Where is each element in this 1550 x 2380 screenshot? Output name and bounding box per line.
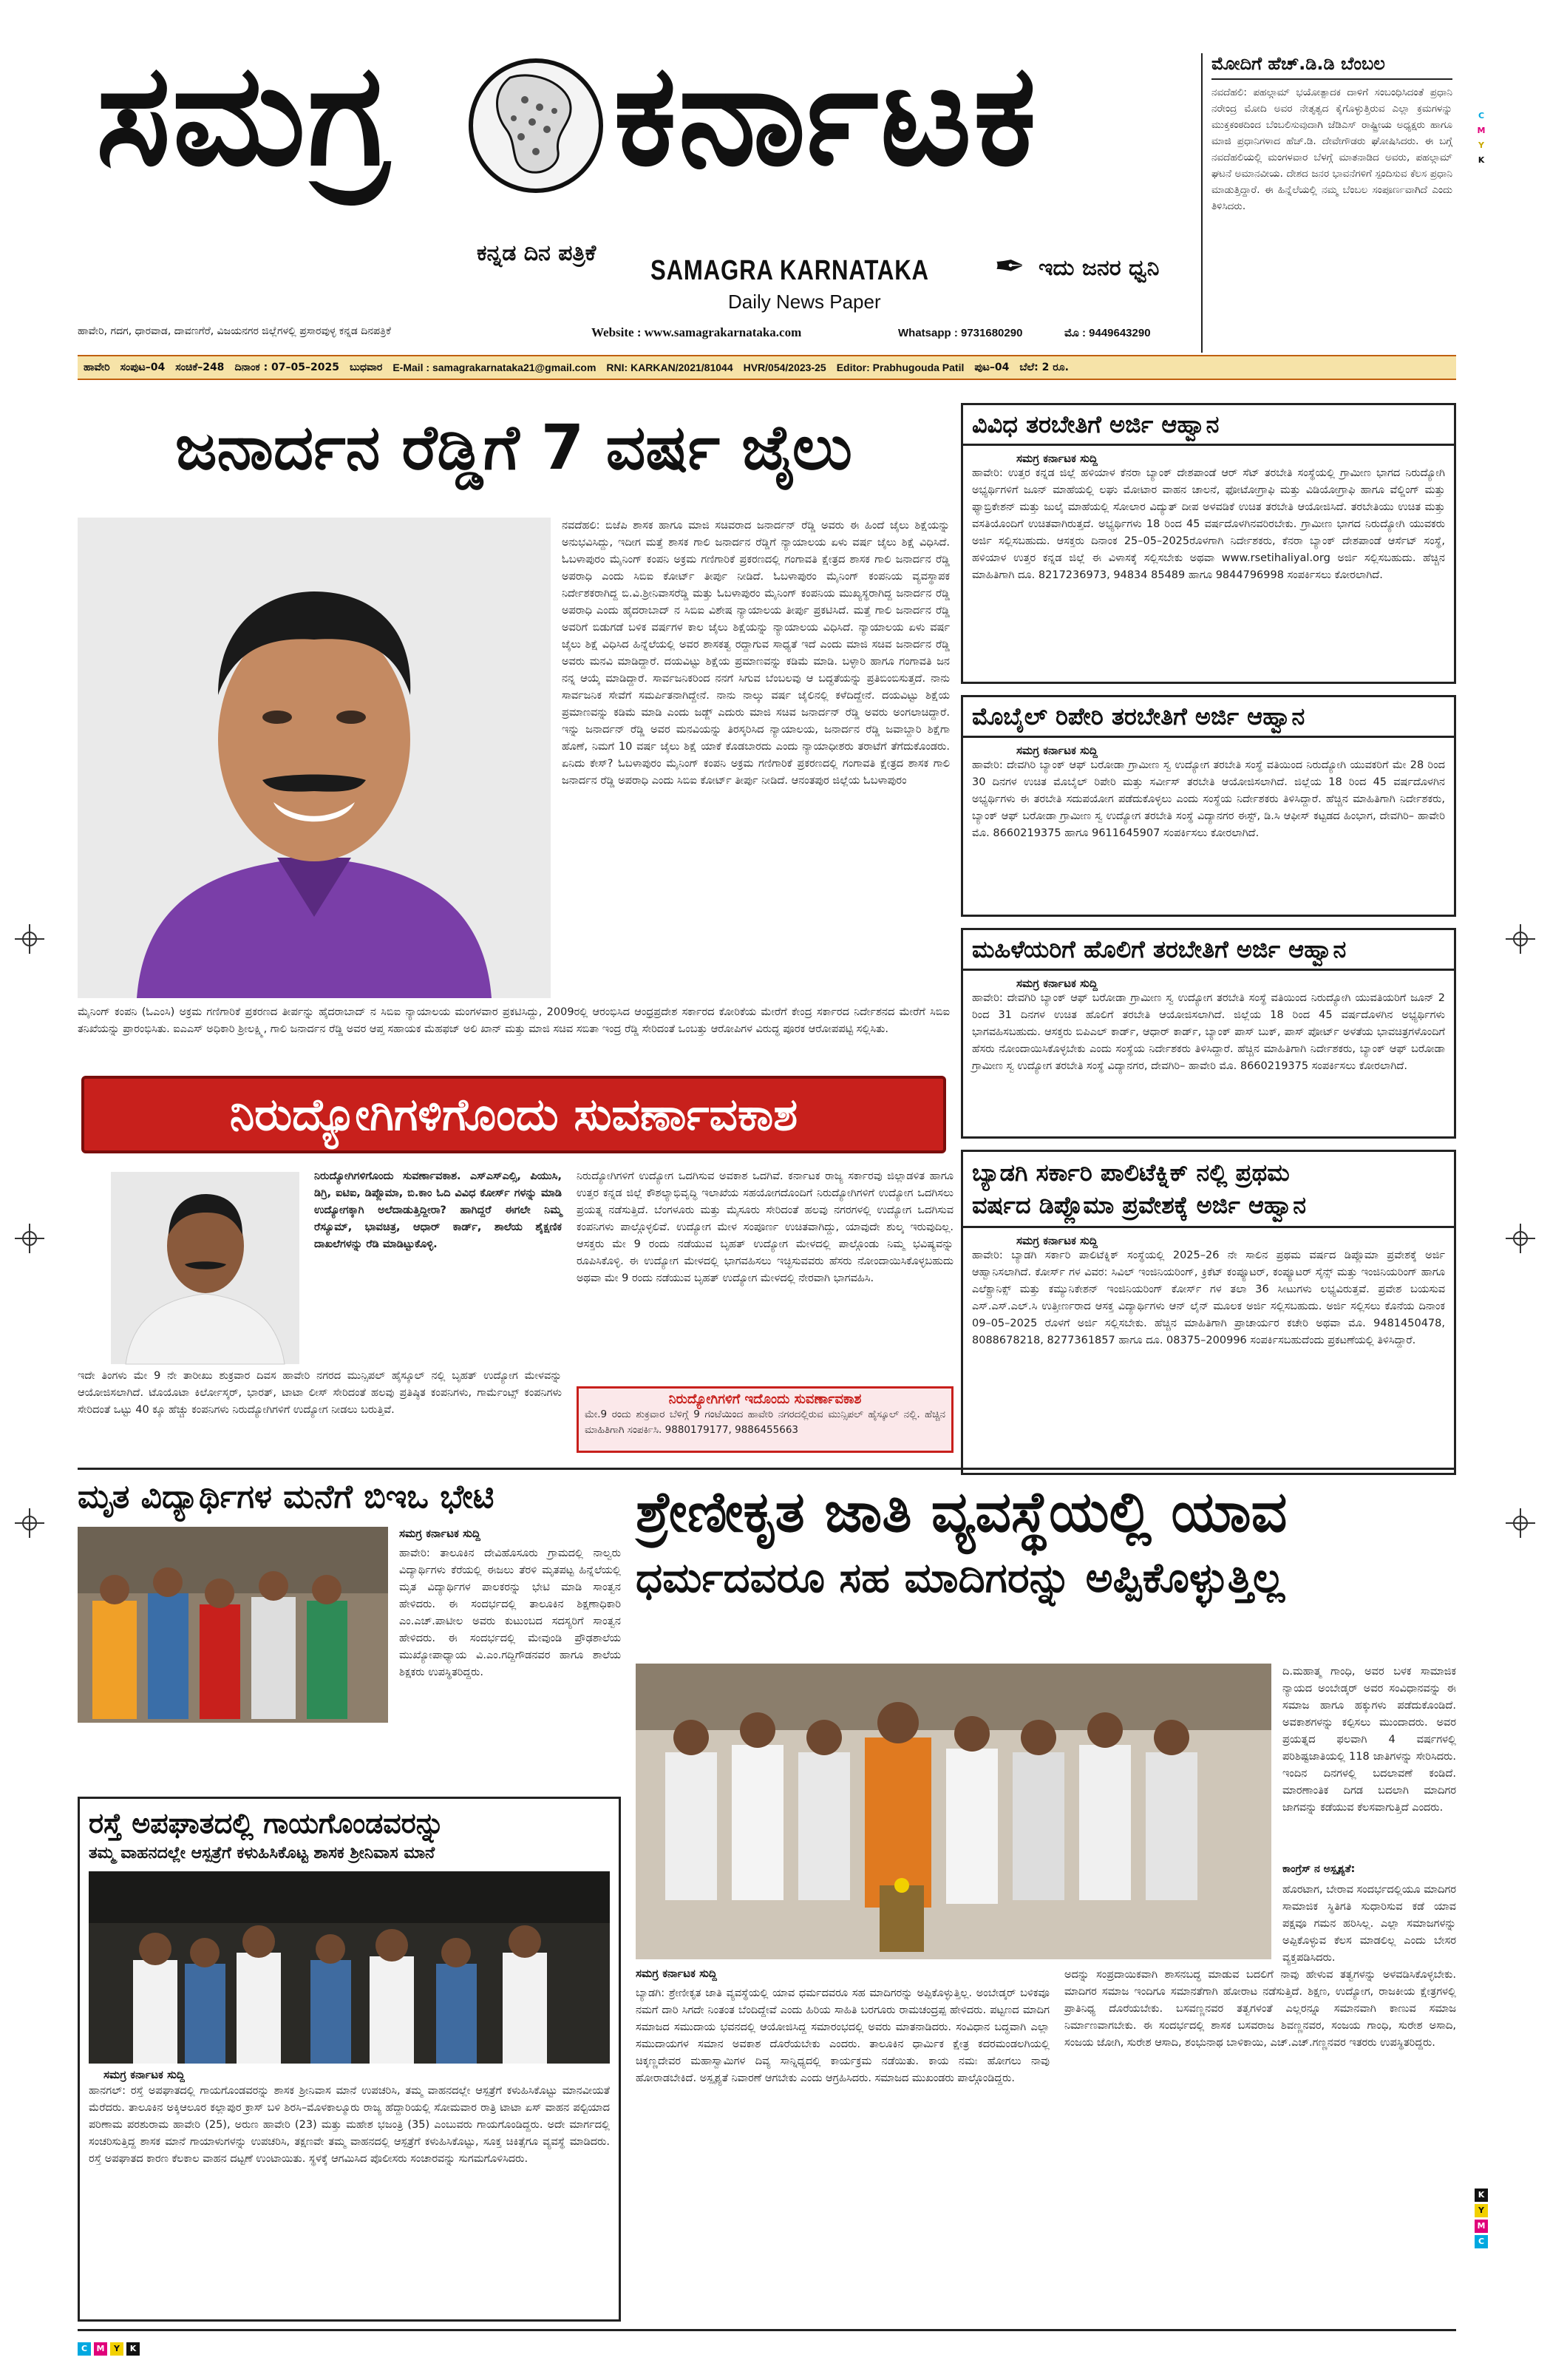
divider-bottom — [78, 2329, 1456, 2331]
dateline-editor: Editor: Prabhugouda Patil — [836, 362, 965, 373]
accident-headline-2: ತಮ್ಮ ವಾಹನದಲ್ಲೇ ಆಸ್ಪತ್ರೆಗೆ ಕಳುಹಿಸಿಕೊಟ್ಟ ಶಾಸಕ ಶ್ರೀನಿವಾಸ ಮಾನೆ — [89, 1844, 435, 1862]
jobs-body-left: ಇದೇ ತಿಂಗಳು ಮೇ 9 ನೇ ತಾರೀಖು ಶುಕ್ರವಾರ ದಿವಸ ಹಾವೇರಿ ನಗರದ ಮುನ್ಸಿಪಲ್ ಹೈಸ್ಕೂಲ್ ನಲ್ಲಿ ಬೃಹತ್ ಉದ್ಯೋಗ ಮೇಳವನ್ನು ಆಯೋಜಿಸಲಾಗಿದೆ. ಟೊಯೊಟಾ ಕಿರ್ಲೋಸ್ಕರ್, ಭಾರತ್, ಟಾಟಾ ಲೀಸ್ ಸೇರಿದಂತೆ ಹಲವು ಪ್ರತಿಷ್ಠಿತ ಕಂಪನಿಗಳು, ಗಾರ್ಮೆಂಟ್ಸ್ ಕಂಪನಿಗಳು ಸೇರಿದಂತೆ ಒಟ್ಟು 40 ಕ್ಕೂ ಹೆಚ್ಚು ಕಂಪನಿಗಳು ನಿರುದ್ಯೋಗಿಗಳಿಗೆ ಉದ್ಯೋಗ ನೀಡಲು ಬರುತ್ತಿವೆ. — [78, 1370, 562, 1416]
cmyk-k: K — [1478, 155, 1485, 165]
accident-article — [78, 1797, 621, 2322]
caste-side2-head: ಕಾಂಗ್ರೆಸ್ ನ ಅಸ್ಪೃಶ್ಯತೆ: — [1282, 1863, 1356, 1875]
dateline-strip — [78, 355, 1456, 380]
dateline-price: ಬೆಲೆ: 2 ರೂ. — [1019, 362, 1069, 373]
notice-3-byline: ಸಮಗ್ರ ಕರ್ನಾಟಕ ಸುದ್ದಿ — [1016, 977, 1098, 990]
cmyk-c: C — [1478, 111, 1485, 121]
notice-4-title-line1: ಬ್ಯಾಡಗಿ ಸರ್ಕಾರಿ ಪಾಲಿಟೆಕ್ನಿಕ್ ನಲ್ಲಿ ಪ್ರಥಮ — [972, 1159, 1290, 1187]
dateline-hvr: HVR/054/2023-25 — [743, 362, 826, 373]
crop-mark-icon — [15, 1224, 44, 1253]
jobs-body-right: ನಿರುದ್ಯೋಗಿಗಳಿಗೆ ಉದ್ಯೋಗ ಒದಗಿಸುವ ಅವಕಾಶ ಒದಗಿವೆ. ಕರ್ನಾಟಕ ರಾಜ್ಯ ಸರ್ಕಾರವು ಜಿಲ್ಲಾಡಳಿತ ಹಾಗೂ ಉತ್ತರ ಕನ್ನಡ ಜಿಲ್ಲೆ ಕೌಶಲ್ಯಾಭಿವೃದ್ಧಿ ಇಲಾಖೆಯ ಸಹಯೋಗದೊಂದಿಗೆ ನಿರುದ್ಯೋಗಿಗಳಿಗೆ ಉದ್ಯೋಗ ಒದಗಿಸಲು ಪ್ರಯತ್ನ ನಡೆಸುತ್ತಿದೆ. ಬೆಂಗಳೂರು ಮತ್ತು ಮೈಸೂರು ಸೇರಿದಂತೆ ಹಲವು ನಗರಗಳಲ್ಲಿ ಉದ್ಯೋಗ ಒದಗಿಸುವ ಕಂಪನಿಗಳು ಪಾಲ್ಗೊಳ್ಳಲಿವೆ. ಉದ್ಯೋಗ ಮೇಳ ಸಂಪೂರ್ಣ ಉಚಿತವಾಗಿದ್ದು, ಯಾವುದೇ ಶುಲ್ಕ ಇರುವುದಿಲ್ಲ. ಆಸಕ್ತರು ಮೇ 9 ರಂದು ನಡೆಯುವ ಬೃಹತ್ ಉದ್ಯೋಗ ಮೇಳದಲ್ಲಿ ಪಾಲ್ಗೊಂಡು ನಿಮ್ಮ ಭವಿಷ್ಯವನ್ನು ರೂಪಿಸಿಕೊಳ್ಳಿ. ಈ ಉದ್ಯೋಗ ಮೇಳದಲ್ಲಿ ಭಾಗವಹಿಸಲು ಇಚ್ಛಿಸುವವರು ಹೆಸರು ನೋಂದಾಯಿಸಿಕೊಳ್ಳಬಹುದು ಅಥವಾ ಮೇ 9 ರಂದು ನಡೆಯುವ ಬೃಹತ್ ಉದ್ಯೋಗ ಮೇಳದಲ್ಲಿ ನೇರವಾಗಿ ಭಾಗವಹಿಸಿ. — [577, 1170, 954, 1284]
caste-headline-2: ಧರ್ಮದವರೂ ಸಹ ಮಾದಿಗರನ್ನು ಅಪ್ಪಿಕೊಳ್ಳುತ್ತಿಲ್ಲ — [636, 1554, 1285, 1602]
notice-1-body: ಹಾವೇರಿ: ಉತ್ತರ ಕನ್ನಡ ಜಿಲ್ಲೆ ಹಳಿಯಾಳ ಕೆನರಾ ಬ್ಯಾಂಕ್ ದೇಶಪಾಂಡೆ ಆರ್ ಸೆಟ್ ತರಬೇತಿ ಸಂಸ್ಥೆಯಲ್ಲಿ ಗ್ರಾಮೀಣ ಭಾಗದ ನಿರುದ್ಯೋಗಿ ಅಭ್ಯರ್ಥಿಗಳಿಗೆ ಜೂನ್ ಮಾಹೆಯಲ್ಲಿ ಲಘು ಮೋಟಾರ ವಾಹನ ಚಾಲನೆ, ಫೋಟೋಗ್ರಾಫಿ ಮತ್ತು ವಿಡಿಯೋಗ್ರಾಫಿ ಹಾಗೂ ವೆಲ್ಡಿಂಗ್ ಮತ್ತು ಫ್ಯಾಬ್ರಿಕೇಶನ್ ಮತ್ತು ಜುಲೈ ಮಾಹೆಯಲ್ಲಿ ಸೋಲಾರ ವಿದ್ಯುತ್ ದೀಪ ಅಳವಡಿಕೆ ಉಚಿತ ತರಬೇತಿ ಆಯೋಜಿಸಿದೆ. ತರಬೇತಿಯು ಉಚಿತ ಮತ್ತು ವಸತಿಯೊಂದಿಗೆ ಉಚಿತವಾಗಿರುತ್ತದೆ. ಅಭ್ಯರ್ಥಿಗಳು 18 ರಿಂದ 45 ವರ್ಷದೊಳಗಿನವರಿರಬೇಕು. ಗ್ರಾಮೀಣ ಭಾಗದ ನಿರುದ್ಯೋಗಿ ಯುವಕರು ಅರ್ಜಿ ಸಲ್ಲಿಸಬಹುದು. ಆಸಕ್ತರು ದಿನಾಂಕ 25–05–2025ರೊಳಗಾಗಿ ನಿರ್ದೇಶಕರು, ಕೆನರಾ ಬ್ಯಾಂಕ್ ದೇಶಪಾಂಡೆ ಆರ್ಸೆಟ್ ಸಂಸ್ಥೆ, ಹಳಿಯಾಳ ಉತ್ತರ ಕನ್ನಡ ಜಿಲ್ಲೆ ಈ ವಿಳಾಸಕ್ಕೆ ಸಲ್ಲಿಸಬೇಕು ಅಥವಾ www.rsetihaliyal.org ಅರ್ಜಿ ಸಲ್ಲಿಸಬಹುದು. ಹೆಚ್ಚಿನ ಮಾಹಿತಿಗಾಗಿ ದೂ. 8217236973, 94834 85489 ಹಾಗೂ 9844796998 ಸಂಪರ್ಕಿಸಲು ಕೋರಲಾಗಿದೆ. — [972, 467, 1445, 581]
crop-mark-icon — [15, 1508, 44, 1538]
dateline-email: E-Mail : samagrakarnataka21@gmail.com — [392, 362, 596, 373]
notice-4-byline: ಸಮಗ್ರ ಕರ್ನಾಟಕ ಸುದ್ದಿ — [1016, 1234, 1098, 1247]
ear-article — [1201, 53, 1452, 353]
caste-side2: ಹೊರಟಾಗ, ಬೇರಾವ ಸಂದರ್ಭದಲ್ಲಿಯೂ ಮಾದಿಗರ ಸಾಮಾಜಿಕ ಸ್ಥಿತಿಗತಿ ಸುಧಾರಿಸುವ ಕಡೆ ಯಾವ ಪಕ್ಷವೂ ಗಮನ ಹರಿಸಿಲ್ಲ. ಎಲ್ಲಾ ಸಮಾಜಗಳನ್ನು ಅಪ್ಪಿಕೊಳ್ಳುವ ಕೆಲಸ ಮಾಡಲಿಲ್ಲ ಎಂದು ಬೇಸರ ವ್ಯಕ್ತಪಡಿಸಿದರು. — [1282, 1884, 1457, 1964]
masthead-slogan: ಇದು ಜನರ ಧ್ವನಿ — [1039, 255, 1160, 281]
sidebar-notice-4 — [961, 1150, 1456, 1475]
caste-col1: ಬ್ಯಾಡಗಿ: ಶ್ರೇಣೀಕೃತ ಜಾತಿ ವ್ಯವಸ್ಥೆಯಲ್ಲಿ ಯಾವ ಧರ್ಮದವರೂ ಸಹ ಮಾದಿಗರನ್ನು ಅಪ್ಪಿಕೊಳ್ಳುತ್ತಿಲ್ಲ. ಅಂಬೇಡ್ಕರ್ ಬಳಿಕವೂ ನಮಗೆ ದಾರಿ ಸಿಗದೇ ನಿಂತಂತ ಬೆಂದಿದ್ದೇವೆ ಎಂದು ಹಿರಿಯ ಸಾಹಿತಿ ಬರಗೂರು ರಾಮಚಂದ್ರಪ್ಪ ಹೇಳಿದರು. ಪಟ್ಟಣದ ಮಾದಿಗ ಸಮಾಜದ ಸಮುದಾಯ ಭವನದಲ್ಲಿ ಆಯೋಜಿಸಿದ್ದ ಸಮಾರಂಭದಲ್ಲಿ ಅವರು ಮಾತನಾಡಿದರು. ಸಂವಿಧಾನ ಬದ್ಧವಾಗಿ ಎಲ್ಲಾ ಸಮುದಾಯಗಳ ಸಮಾನ ಅವಕಾಶ ದೊರೆಯಬೇಕು ಎಂದರು. ತಾಲೂಕಿನ ಧಾರ್ಮಿಕ ಕ್ಷೇತ್ರ ಕದರಮಂಡಲಗಿಯಲ್ಲಿ ಚಿಕ್ಕಣ್ಣದೇವರ ಮಹಾಸ್ವಾಮಿಗಳ ದಿವ್ಯ ಸಾನ್ನಿಧ್ಯದಲ್ಲಿ ಕಾರ್ಯಕ್ರಮ ನಡೆಯಿತು. ಕಾಯ ನಮಃ ಹೋಗಲು ನಾವು ಹೋರಾಡಬೇಕಿದೆ. ಅಸ್ಪೃಶ್ಯತೆ ನಿವಾರಣೆ ಆಗಬೇಕು ಎಂದು ಆಗ್ರಹಿಸಿದರು. ಸಮಾಜದ ಮುಖಂಡರು ಪಾಲ್ಗೊಂಡಿದ್ದರು. — [636, 1987, 1050, 2084]
cmyk-y: Y — [1478, 140, 1484, 150]
jobs-banner-text: ನಿರುದ್ಯೋಗಿಗಳಿಗೊಂದು ಸುವರ್ಣಾವಕಾಶ — [229, 1088, 798, 1141]
notice-1-byline: ಸಮಗ್ರ ಕರ್ನಾಟಕ ಸುದ್ದಿ — [1016, 452, 1098, 465]
ear-headline: ಮೋದಿಗೆ ಹೆಚ್.ಡಿ.ಡಿ ಬೆಂಬಲ — [1211, 53, 1452, 80]
sidebar-notice-3 — [961, 928, 1456, 1139]
notice-3-title: ಮಹಿಳೆಯರಿಗೆ ಹೊಲಿಗೆ ತರಬೇತಿಗೆ ಅರ್ಜಿ ಆಹ್ವಾನ — [963, 930, 1454, 971]
lead-body-1: ನವದೆಹಲಿ: ಬಿಜೆಪಿ ಶಾಸಕ ಹಾಗೂ ಮಾಜಿ ಸಚಿವರಾದ ಜನಾರ್ದನ್ ರೆಡ್ಡಿ ಅವರು ಈ ಹಿಂದೆ ಜೈಲು ಶಿಕ್ಷೆಯನ್ನು ಅನುಭವಿಸಿದ್ದು, ಇದೀಗ ಮತ್ತೆ ಶಾಸಕ ಗಾಲಿ ಜನಾರ್ದನ ರೆಡ್ಡಿಗೆ ನ್ಯಾಯಾಲಯ ಏಳು ವರ್ಷ ಜೈಲು ಶಿಕ್ಷೆ ವಿಧಿಸಿದೆ. ಓಬಳಾಪುರಂ ಮೈನಿಂಗ್ ಕಂಪನಿ ಅಕ್ರಮ ಗಣಿಗಾರಿಕೆ ಪ್ರಕರಣದಲ್ಲಿ ಗಂಗಾವತಿ ಕ್ಷೇತ್ರದ ಶಾಸಕ ಗಾಲಿ ಜನಾರ್ದನ ರೆಡ್ಡಿ ಅಪರಾಧಿ ಎಂದು ಸಿಬಿಐ ಕೋರ್ಟ್ ತೀರ್ಪು ನೀಡಿದೆ. ಓಬಳಾಪುರಂ ಮೈನಿಂಗ್ ಕಂಪನಿಯ ವ್ಯವಸ್ಥಾಪಕ ನಿರ್ದೇಶಕರಾಗಿದ್ದ ಬಿ.ವಿ.ಶ್ರೀನಿವಾಸರೆಡ್ಡಿ ಮತ್ತು ಓಬಳಾಪುರಂ ಮೈನಿಂಗ್ ಕಂಪನಿಯ ಮುಖ್ಯಸ್ಥರಾಗಿದ್ದ ಜನಾರ್ದನ ರೆಡ್ಡಿ ಅಪರಾಧಿ ಎಂದು ಹೈದರಾಬಾದ್ ನ ಸಿಬಿಐ ವಿಶೇಷ ನ್ಯಾಯಾಲಯ ತೀರ್ಪು ಪ್ರಕಟಿಸಿದೆ. ಮತ್ತೆ ಗಾಲಿ ಜನಾರ್ದನ ರೆಡ್ಡಿ ಅವರಿಗೆ ಬಿಡುಗಡೆ ಬಳಿಕ ವರ್ಷಗಳ ಕಾಲ ಜೈಲು ಶಿಕ್ಷೆಯನ್ನು ನ್ಯಾಯಾಲಯ ವಿಧಿಸಿದೆ. ನ್ಯಾಯಾಲಯ ಏಳು ವರ್ಷ ಜೈಲು ಶಿಕ್ಷೆ ವಿಧಿಸಿದ ಹಿನ್ನೆಲೆಯಲ್ಲಿ ಅವರ ಶಾಸಕತ್ವ ರದ್ದಾಗುವ ಸಾಧ್ಯತೆ ಇದೆ ಎಂದು ಮಾಜಿ ಸಚಿವ ಜನಾರ್ದನ ರೆಡ್ಡಿ ಅವರು ಮನವಿ ಮಾಡಿದ್ದಾರೆ. ದಯವಿಟ್ಟು ಶಿಕ್ಷೆಯ ಪ್ರಮಾಣವನ್ನು ಕಡಿಮೆ ಮಾಡಿ. ಬಳ್ಳಾರಿ ಹಾಗೂ ಗಂಗಾವತಿ ಜನ ನನ್ನ ಆಯ್ಕೆ ಮಾಡಿದ್ದಾರೆ. ಸಾರ್ವಜನಿಕರಿಂದ ನನಗೆ ಸಿಗುವ ಬೆಂಬಲವು ಆ ಬದ್ಧತೆಯನ್ನು ಪ್ರತಿಬಿಂಬಿಸುತ್ತದೆ. ನಾನು ಸಾರ್ವಜನಿಕ ಸೇವೆಗೆ ಸಮರ್ಪಿತನಾಗಿದ್ದೇನೆ. ನಾನು ನಾಲ್ಕು ವರ್ಷ ಜೈಲಿನಲ್ಲಿ ಕಳೆದಿದ್ದೇನೆ. ದಯವಿಟ್ಟು ಶಿಕ್ಷೆಯ ಪ್ರಮಾಣವನ್ನು ಕಡಿಮೆ ಮಾಡಿ ಎಂದು ಜಡ್ಜ್ ಎದುರು ಮಾಜಿ ಸಚಿವ ಜನಾರ್ದನ್ ರೆಡ್ಡಿ ಅವರು ಅಂಗಲಾಚಿದ್ದಾರೆ. ಇನ್ನು ಜನಾರ್ದನ್ ರೆಡ್ಡಿ ಅವರ ಮನವಿಯನ್ನು ತಿರಸ್ಕರಿಸಿದ ನ್ಯಾಯಾಲಯ, ಜನಾರ್ದನ ರೆಡ್ಡಿ ಜವಾಬ್ದಾರಿ ಶಿಕ್ಷೆಗಾ ಹೊಣೆ, ನಿಮಗೆ 10 ವರ್ಷ ಜೈಲು ಶಿಕ್ಷೆ ಯಾಕೆ ಕೊಡಬಾರದು ಎಂದು ನ್ಯಾಯಾಧೀಶರು ತರಾಟೆಗೆ ತೆಗೆದುಕೊಂಡರು. ಏನಿದು ಕೇಸ್? ಓಬಳಾಪುರಂ ಮೈನಿಂಗ್ ಕಂಪನಿ ಅಕ್ರಮ ಗಣಿಗಾರಿಕೆ ಪ್ರಕರಣದಲ್ಲಿ ಗಂಗಾವತಿ ಕ್ಷೇತ್ರದ ಶಾಸಕ ಗಾಲಿ ಜನಾರ್ದನ ರೆಡ್ಡಿ ಅಪರಾಧಿ ಎಂದು ಸಿಬಿಐ ಕೋರ್ಟ್ ತೀರ್ಪು ನೀಡಿದೆ. ಆನಂತಪುರ ಜಿಲ್ಲೆಯ ಓಬಳಾಪುರಂ — [562, 520, 950, 787]
cmyk-m: M — [1477, 126, 1486, 135]
cmyk-mark-right — [1475, 2189, 1488, 2248]
jobs-intro: ನಿರುದ್ಯೋಗಿಗಳಿಗೊಂದು ಸುವರ್ಣಾವಕಾಶ. ಎಸ್ಎಸ್ಎಲ್ಸಿ, ಪಿಯುಸಿ, ಡಿಗ್ರಿ, ಐಟಿಐ, ಡಿಪ್ಲೊಮಾ, ಬಿ.ಕಾಂ ಓದಿ ವಿವಿಧ ಕೋರ್ಸ್ ಗಳನ್ನು ಮಾಡಿ ಉದ್ಯೋಗಕ್ಕಾಗಿ ಅಲೆದಾಡುತ್ತಿದ್ದೀರಾ? ಹಾಗಿದ್ದರೆ ಈಗಲೇ ನಿಮ್ಮ ರೆಸ್ಯೂಮ್, ಭಾವಚಿತ್ರ, ಆಧಾರ್ ಕಾರ್ಡ್, ಶಾಲೆಯ ಶೈಕ್ಷಣಿಕ ದಾಖಲೆಗಳನ್ನು ರೆಡಿ ಮಾಡಿಟ್ಟುಕೊಳ್ಳಿ. — [314, 1170, 562, 1250]
crop-mark-icon — [1506, 1508, 1535, 1538]
caste-col2: ಅದನ್ನು ಸಂಪ್ರದಾಯಿಕವಾಗಿ ಶಾಸನಬದ್ಧ ಮಾಡುವ ಬದಲಿಗೆ ನಾವು ಹೇಳುವ ತತ್ವಗಳನ್ನು ಅಳವಡಿಸಿಕೊಳ್ಳಬೇಕು. ಮಾದಿಗರ ಸಮಾಜ ಇಂದಿಗೂ ಸಮಾನತೆಗಾಗಿ ಹೋರಾಟ ನಡೆಸುತ್ತಿದೆ. ಶಿಕ್ಷಣ, ಉದ್ಯೋಗ, ರಾಜಕೀಯ ಕ್ಷೇತ್ರಗಳಲ್ಲಿ ಪ್ರಾತಿನಿಧ್ಯ ದೊರೆಯಬೇಕು. ಬಸವಣ್ಣನವರ ತತ್ವಗಳಂತೆ ಎಲ್ಲರನ್ನೂ ಸಮಾನವಾಗಿ ಕಾಣುವ ಸಮಾಜ ನಿರ್ಮಾಣವಾಗಬೇಕು. ಈ ಸಂದರ್ಭದಲ್ಲಿ ಶಾಸಕ ಬಸವರಾಜ ಶಿವಣ್ಣನವರ, ಸಂಜಯ ಗಾಂಧಿ, ಸುರೇಶ ಅಸಾದಿ, ಸಂಜಯ ಜೋಗಿ, ಸುರೇಶ ಆಸಾದಿ, ಶಂಭುನಾಥ ಬಾಳಿಕಾಯಿ, ಎಚ್.ಎಚ್.ಗಣ್ಣನವರ ಇತರರು ಉಪಸ್ಥಿತರಿದ್ದರು. — [1064, 1969, 1456, 2049]
dateline-place: ಹಾವೇರಿ — [84, 362, 110, 373]
crop-mark-icon — [1506, 924, 1535, 954]
lead-body-2: ಮೈನಿಂಗ್ ಕಂಪನಿ (ಓಎಂಸಿ) ಅಕ್ರಮ ಗಣಿಗಾರಿಕೆ ಪ್ರಕರಣದ ತೀರ್ಪನ್ನು ಹೈದರಾಬಾದ್ ನ ಸಿಬಿಐ ನ್ಯಾಯಾಲಯ ಮಂಗಳವಾರ ಪ್ರಕಟಿಸಿದ್ದು, 2009ರಲ್ಲಿ ಆರಂಭಿಸಿದ ಆಂಧ್ರಪ್ರದೇಶ ಸರ್ಕಾರದ ಕೋರಿಕೆಯ ಮೇರೆಗೆ ಕೇಂದ್ರ ಸರ್ಕಾರದ ನಿರ್ದೇಶನದ ಮೇರೆಗೆ ಸಿಬಿಐ ತನಿಖೆಯನ್ನು ಪ್ರಾರಂಭಿಸಿತು. ಐಎಎಸ್ ಅಧಿಕಾರಿ ಶ್ರೀಲಕ್ಷ್ಮಿ, ಗಾಲಿ ಜನಾರ್ದನ ರೆಡ್ಡಿ ಅವರ ಆಪ್ತ ಸಹಾಯಕ ಮೆಹಫಜ್ ಅಲಿ ಖಾನ್ ಮತ್ತು ಮಾಜಿ ಸಚಿವ ಸಬಿತಾ ಇಂದ್ರ ರೆಡ್ಡಿ ಸೇರಿದಂತೆ ಒಂಬತ್ತು ಆರೋಪಿಗಳ ವಿರುದ್ಧ ಪೂರಕ ಆರೋಪಪಟ್ಟಿ ಸಲ್ಲಿಸಿತು. — [78, 1006, 950, 1035]
jobs-photo — [111, 1172, 299, 1364]
beo-photo — [78, 1527, 388, 1723]
sidebar-notice-1 — [961, 403, 1456, 684]
dateline-date: ದಿನಾಂಕ : 07–05–2025 — [234, 362, 339, 373]
cmyk-bottom-m: M — [94, 2342, 107, 2356]
notice-4-title-line2: ವರ್ಷದ ಡಿಪ್ಲೊಮಾ ಪ್ರವೇಶಕ್ಕೆ ಅರ್ಜಿ ಆಹ್ವಾನ — [972, 1191, 1307, 1219]
caste-byline: ಸಮಗ್ರ ಕರ್ನಾಟಕ ಸುದ್ದಿ — [636, 1967, 717, 1980]
crop-mark-icon — [15, 924, 44, 954]
masthead-whatsapp: Whatsapp : 9731680290 — [898, 327, 1023, 339]
cmyk-right-k: K — [1475, 2189, 1488, 2202]
notice-2-body: ಹಾವೇರಿ: ದೇವಗಿರಿ ಬ್ಯಾಂಕ್ ಆಫ್ ಬರೋಡಾ ಗ್ರಾಮೀಣ ಸ್ವ ಉದ್ಯೋಗ ತರಬೇತಿ ಸಂಸ್ಥೆ ವತಿಯಿಂದ ನಿರುದ್ಯೋಗಿ ಯುವಕರಿಗೆ ಮೇ 28 ರಿಂದ 30 ದಿನಗಳ ಉಚಿತ ಮೊಬೈಲ್ ರಿಪೇರಿ ಮತ್ತು ಸರ್ವೀಸ್ ತರಬೇತಿ ಆಯೋಜಿಸಲಾಗಿದೆ. ಜಿಲ್ಲೆಯ 18 ರಿಂದ 45 ವರ್ಷದೊಳಗಿನ ಅಭ್ಯರ್ಥಿಗಳು ಈ ತರಬೇತಿ ಸದುಪಯೋಗ ಪಡೆದುಕೊಳ್ಳಲು ಎಂದು ಸಂಸ್ಥೆಯ ನಿರ್ದೇಶಕರು ತಿಳಿಸಿದ್ದಾರೆ. ಹೆಚ್ಚಿನ ಮಾಹಿತಿಗಾಗಿ ನಿರ್ದೇಶಕರು, ಬ್ಯಾಂಕ್ ಆಫ್ ಬರೋಡಾ ಗ್ರಾಮೀಣ ಸ್ವ ಉದ್ಯೋಗ ತರಬೇತಿ ಸಂಸ್ಥೆ ವಿದ್ಯಾನಗರ ಈಸ್ಟ್, ಡಿ.ಸಿ ಆಫೀಸ್ ಕಟ್ಟಡದ ಹಿಂಭಾಗ, ದೇವಗಿರಿ– ಹಾವೇರಿ ಮೊ. 8660219375 ಹಾಗೂ 9611645907 ಸಂಪರ್ಕಿಸಲು ಕೋರಲಾಗಿದೆ. — [972, 759, 1445, 839]
cmyk-bottom-k: K — [126, 2342, 140, 2356]
beo-headline: ಮೃತ ವಿದ್ಯಾರ್ಥಿಗಳ ಮನೆಗೆ ಬಿಇಒ ಭೇಟಿ — [78, 1478, 494, 1516]
caste-photo — [636, 1664, 1271, 1959]
accident-body: ಹಾನಗಲ್: ರಸ್ತೆ ಅಪಘಾತದಲ್ಲಿ ಗಾಯಗೊಂಡವರನ್ನು ಶಾಸಕ ಶ್ರೀನಿವಾಸ ಮಾನೆ ಉಪಚರಿಸಿ, ತಮ್ಮ ವಾಹನದಲ್ಲೇ ಆಸ್ಪತ್ರೆಗೆ ಕಳುಹಿಸಿಕೊಟ್ಟು ಮಾನವೀಯತೆ ಮೆರೆದರು. ತಾಲೂಕಿನ ಅಕ್ಕಿಆಲೂರ ಕಲ್ಲಾಪುರ ಕ್ರಾಸ್ ಬಳಿ ಶಿರಸಿ–ಮೊಳಕಾಲ್ಮೂರು ರಾಜ್ಯ ಹೆದ್ದಾರಿಯಲ್ಲಿ ಸೋಮವಾರ ರಾತ್ರಿ ಟಾಟಾ ಏಸ್ ವಾಹನ ಪಲ್ಟಿಯಾದ ಪರಿಣಾಮ ಪರಶುರಾಮ ಹಾವೇರಿ (25), ಅರುಣ ಹಾವೇರಿ (23) ಮತ್ತು ಮಹೇಶ ಭಜಂತ್ರಿ (35) ಎಂಬುವರು ಗಾಯಗೊಂಡಿದ್ದರು. ಅದೇ ಮಾರ್ಗದಲ್ಲಿ ಸಂಚರಿಸುತ್ತಿದ್ದ ಶಾಸಕ ಮಾನೆ ಗಾಯಾಳುಗಳನ್ನು ಉಪಚರಿಸಿ, ತಕ್ಷಣವೇ ತಮ್ಮ ವಾಹನದಲ್ಲಿ ಆಸ್ಪತ್ರೆಗೆ ಕಳುಹಿಸಿಕೊಟ್ಟು, ಸೂಕ್ತ ಚಿಕಿತ್ಸೆಗೂ ವ್ಯವಸ್ಥೆ ಮಾಡಿದರು. ರಸ್ತೆ ಅಪಘಾತದ ಕಾರಣ ಕೆಲಕಾಲ ವಾಹನ ದಟ್ಟಣೆ ಉಂಟಾಯಿತು. ಸ್ಥಳಕ್ಕೆ ಆಗಮಿಸಿದ ಪೊಲೀಸರು ಸಂಚಾರವನ್ನು ಸುಗಮಗೊಳಿಸಿದರು. — [89, 2085, 610, 2165]
masthead-title-en: SAMAGRA KARNATAKA — [650, 255, 929, 286]
dateline-volume: ಸಂಪುಟ–04 — [120, 362, 166, 373]
masthead-title-right: ಕರ್ನಾಟಕ — [613, 32, 1039, 197]
crop-mark-icon — [1506, 1224, 1535, 1253]
lead-photo — [78, 518, 551, 998]
lead-article — [78, 399, 950, 1065]
jobs-article — [78, 1164, 954, 1457]
cmyk-mark-top — [1475, 109, 1488, 167]
caste-headline-1: ಶ್ರೇಣೀಕೃತ ಜಾತಿ ವ್ಯವಸ್ಥೆಯಲ್ಲಿ ಯಾವ — [636, 1479, 1288, 1545]
notice-3-body: ಹಾವೇರಿ: ದೇವಗಿರಿ ಬ್ಯಾಂಕ್ ಆಫ್ ಬರೋಡಾ ಗ್ರಾಮೀಣ ಸ್ವ ಉದ್ಯೋಗ ತರಬೇತಿ ಸಂಸ್ಥೆ ವತಿಯಿಂದ ನಿರುದ್ಯೋಗಿ ಯುವತಿಯರಿಗೆ ಜೂನ್ 2 ರಿಂದ 31 ದಿನಗಳ ಉಚಿತ ಹೊಲಿಗೆ ತರಬೇತಿ ಆಯೋಜಿಸಲಾಗಿದೆ. ಜಿಲ್ಲೆಯ 18 ರಿಂದ 45 ವರ್ಷದೊಳಗಿನ ಅಭ್ಯರ್ಥಿಗಳು ಭಾಗವಹಿಸಬಹುದು. ಆಸಕ್ತರು ಬಿಪಿಎಲ್ ಕಾರ್ಡ್, ಆಧಾರ್ ಕಾರ್ಡ್, ಬ್ಯಾಂಕ್ ಪಾಸ್ ಬುಕ್, ಪಾಸ್ ಪೋರ್ಟ್ ಅಳತೆಯ ಭಾವಚಿತ್ರಗಳೊಂದಿಗೆ ಹೆಸರು ನೋಂದಾಯಿಸಿಕೊಳ್ಳಬೇಕು ಎಂದು ಸಂಸ್ಥೆಯ ನಿರ್ದೇಶಕರು ತಿಳಿಸಿದ್ದಾರೆ. ಹೆಚ್ಚಿನ ಮಾಹಿತಿಗಾಗಿ ನಿರ್ದೇಶಕರು, ಬ್ಯಾಂಕ್ ಆಫ್ ಬರೋಡಾ ಗ್ರಾಮೀಣ ಸ್ವ ಉದ್ಯೋಗ ತರಬೇತಿ ಸಂಸ್ಥೆ ವಿದ್ಯಾನಗರ, ದೇವಗಿರಿ– ಹಾವೇರಿ ಮೊ. 8660219375 ಸಂಪರ್ಕಿಸಲು ಕೋರಲಾಗಿದೆ. — [972, 992, 1445, 1072]
lead-headline: ಜನಾರ್ದನ ರೆಡ್ಡಿಗೆ 7 ವರ್ಷ ಜೈಲು — [175, 411, 852, 484]
caste-side: ದಿ.ಮಹಾತ್ಮ ಗಾಂಧಿ, ಅವರ ಬಳಕ ಸಾಮಾಜಿಕ ನ್ಯಾಯದ ಅಂಬೇಡ್ಕರ್ ಅವರ ಸಂವಿಧಾನವನ್ನು ಈ ಸಮಾಜ ಹಾಗೂ ಹಕ್ಕುಗಳು ಪಡೆದುಕೊಂಡಿದೆ. ಅವಕಾಶಗಳನ್ನು ಕಲ್ಪಿಸಲು ಮುಂದಾದರು. ಅವರ ಪ್ರಯತ್ನದ ಫಲವಾಗಿ 4 ವರ್ಷಗಳಲ್ಲಿ ಪರಿಶಿಷ್ಟಜಾತಿಯಲ್ಲಿ 118 ಜಾತಿಗಳನ್ನು ಸೇರಿಸಿದರು. ಇಂದಿನ ದಿನಗಳಲ್ಲಿ ಬದಲಾವಣೆ ಕಂಡಿದೆ. ಮಾರಣಾಂತಿಕ ದಿಗಡ ಬದಲಾಗಿ ಮಾದಿಗರ ಜಾಗವನ್ನು ಕಡೆಯುವ ಕೆಲಸವಾಗುತ್ತಿದೆ ಎಂದರು. — [1282, 1666, 1456, 1814]
jobs-banner — [81, 1076, 946, 1153]
masthead-subtitle-en: Daily News Paper — [728, 291, 881, 313]
beo-byline: ಸಮಗ್ರ ಕರ್ನಾಟಕ ಸುದ್ದಿ — [399, 1527, 480, 1540]
cmyk-right-m: M — [1475, 2220, 1488, 2233]
accident-headline-1: ರಸ್ತೆ ಅಪಘಾತದಲ್ಲಿ ಗಾಯಗೊಂಡವರನ್ನು — [89, 1807, 445, 1840]
cmyk-bottom-y: Y — [110, 2342, 123, 2356]
jobs-notice-box — [577, 1386, 954, 1453]
dateline-day: ಬುಧವಾರ — [350, 362, 383, 373]
notice-1-title: ವಿವಿಧ ತರಬೇತಿಗೆ ಅರ್ಜಿ ಆಹ್ವಾನ — [963, 405, 1454, 446]
divider-mid — [78, 1468, 1456, 1470]
portrait-illustration — [78, 518, 551, 998]
caste-article — [636, 1475, 1456, 2318]
jobs-notice-body: ಮೇ.9 ರಂದು ಶುಕ್ರವಾರ ಬೆಳಿಗ್ಗೆ 9 ಗಂಟೆಯಿಂದ ಹಾವೇರಿ ನಗರದಲ್ಲಿರುವ ಮುನ್ಸಿಪಲ್ ಹೈಸ್ಕೂಲ್ ನಲ್ಲಿ. ಹೆಚ್ಚಿನ ಮಾಹಿತಿಗಾಗಿ ಸಂಪರ್ಕಿಸಿ. 9880179177, 9886455663 — [585, 1408, 945, 1436]
accident-photo — [89, 1871, 610, 2064]
masthead-mobile: ಮೊ : 9449643290 — [1064, 327, 1151, 339]
masthead-subtitle-kn: ಕನ್ನಡ ದಿನ ಪತ್ರಿಕೆ — [477, 240, 596, 266]
cmyk-mark-bottom — [78, 2342, 140, 2356]
masthead-coverage: ಹಾವೇರಿ, ಗದಗ, ಧಾರವಾಡ, ದಾವಣಗೆರೆ, ವಿಜಯನಗರ ಜಿಲ್ಲೆಗಳಲ್ಲಿ ಪ್ರಸಾರವುಳ್ಳ ಕನ್ನಡ ದಿನಪತ್ರಿಕೆ — [78, 325, 391, 337]
beo-article — [78, 1475, 621, 1789]
masthead-website: Website : www.samagrakarnataka.com — [591, 325, 802, 339]
dateline-rni: RNI: KARKAN/2021/81044 — [606, 362, 733, 373]
sidebar-notice-2 — [961, 695, 1456, 917]
notice-4-title — [963, 1152, 1454, 1228]
dateline-pages: ಪುಟ–04 — [974, 362, 1010, 373]
dateline-issue: ಸಂಚಿಕೆ–248 — [175, 362, 225, 373]
cmyk-bottom-c: C — [78, 2342, 91, 2356]
quill-icon: ✒ — [994, 245, 1025, 288]
jobs-notice-title: ನಿರುದ್ಯೋಗಿಗಳಿಗೆ ಇದೊಂದು ಸುವರ್ಣಾವಕಾಶ — [668, 1391, 862, 1407]
beo-body: ಹಾವೇರಿ: ತಾಲೂಕಿನ ದೇವಿಹೊಸೂರು ಗ್ರಾಮದಲ್ಲಿ ನಾಲ್ವರು ವಿದ್ಯಾರ್ಥಿಗಳು ಕೆರೆಯಲ್ಲಿ ಈಜಲು ತೆರಳಿ ಮೃತಪಟ್ಟ ಹಿನ್ನೆಲೆಯಲ್ಲಿ ಮೃತ ವಿದ್ಯಾರ್ಥಿಗಳ ಪಾಲಕರನ್ನು ಭೇಟಿ ಮಾಡಿ ಸಾಂತ್ವನ ಹೇಳಿದರು. ಈ ಸಂದರ್ಭದಲ್ಲಿ ತಾಲೂಕಿನ ಶಿಕ್ಷಣಾಧಿಕಾರಿ ಎಂ.ಎಚ್.ಪಾಟೀಲ ಅವರು ಕುಟುಂಬದ ಸದಸ್ಯರಿಗೆ ಸಾಂತ್ವನ ಹೇಳಿದರು. ಈ ಸಂದರ್ಭದಲ್ಲಿ ಮೇವುಂಡಿ ಪ್ರೌಢಶಾಲೆಯ ಮುಖ್ಯೋಪಾಧ್ಯಾಯ ವಿ.ಎಂ.ಗದ್ದಿಗೌಡನವರ ಹಾಗೂ ಶಾಲೆಯ ಶಿಕ್ಷಕರು ಉಪಸ್ಥಿತರಿದ್ದರು. — [399, 1547, 621, 1678]
ear-body: ನವದೆಹಲಿ: ಪಹಲ್ಗಾಮ್ ಭಯೋತ್ಪಾದಕ ದಾಳಿಗೆ ಸಂಬಂಧಿಸಿದಂತೆ ಪ್ರಧಾನಿ ನರೇಂದ್ರ ಮೋದಿ ಅವರ ನೇತೃತ್ವದ ಕೈಗೊಳ್ಳುತ್ತಿರುವ ಎಲ್ಲಾ ಕ್ರಮಗಳನ್ನು ಮುಕ್ತಕಂಠದಿಂದ ಬೆಂಬಲಿಸುವುದಾಗಿ ಜೆಡಿಎಸ್ ರಾಷ್ಟ್ರೀಯ ಅಧ್ಯಕ್ಷರು ಹಾಗೂ ಮಾಜಿ ಪ್ರಧಾನಿಗಳಾದ ಹೆಚ್.ಡಿ. ದೇವೇಗೌಡರು ಘೋಷಿಸಿದರು. ಈ ಬಗ್ಗೆ ನವದೆಹಲಿಯಲ್ಲಿ ಮಂಗಳವಾರ ಬೆಳಗ್ಗೆ ಮಾತನಾಡಿದ ಅವರು, ಪಹಲ್ಗಾಮ್ ಘಟನೆ ಅಮಾನವೀಯ. ದೇಶದ ಜನರ ಭಾವನೆಗಳಿಗೆ ಸ್ಪಂದಿಸುವ ಕೆಲಸ ಪ್ರಧಾನಿ ಮಾಡುತ್ತಿದ್ದಾರೆ. ಈ ಹಿನ್ನೆಲೆಯಲ್ಲಿ ನಮ್ಮ ಬೆಂಬಲ ಸಂಪೂರ್ಣವಾಗಿದೆ ಎಂದು ತಿಳಿಸಿದರು. — [1211, 87, 1452, 212]
masthead-title-left: ಸಮಗ್ರ — [96, 32, 391, 197]
notice-2-title: ಮೊಬೈಲ್ ರಿಪೇರಿ ತರಬೇತಿಗೆ ಅರ್ಜಿ ಆಹ್ವಾನ — [963, 697, 1454, 738]
notice-4-body: ಹಾವೇರಿ: ಬ್ಯಾಡಗಿ ಸರ್ಕಾರಿ ಪಾಲಿಟೆಕ್ನಿಕ್ ಸಂಸ್ಥೆಯಲ್ಲಿ 2025–26 ನೇ ಸಾಲಿನ ಪ್ರಥಮ ವರ್ಷದ ಡಿಪ್ಲೊಮಾ ಪ್ರವೇಶಕ್ಕೆ ಅರ್ಜಿ ಆಹ್ವಾನಿಸಲಾಗಿದೆ. ಕೋರ್ಸ್ ಗಳ ವಿವರ: ಸಿವಿಲ್ ಇಂಜಿನಿಯರಿಂಗ್, ಕ್ರಿಕೆಟ್ ಕಂಪ್ಯೂಟರ್, ಕಂಪ್ಯೂಟರ್ ಸೈನ್ಸ್ ಮತ್ತು ಇಂಜಿನಿಯರಿಂಗ್ ಹಾಗೂ ಎಲೆಕ್ಟ್ರಾನಿಕ್ಸ್ ಮತ್ತು ಕಮ್ಯುನಿಕೇಶನ್ ಇಂಜಿನಿಯರಿಂಗ್ ಕೋರ್ಸ್ ಗಳ ತಲಾ 36 ಸೀಟುಗಳು ಲಭ್ಯವಿರುತ್ತವೆ. ಪ್ರವೇಶ ಬಯಸುವ ಎಸ್.ಎಸ್.ಎಲ್.ಸಿ ಉತ್ತೀರ್ಣರಾದ ಆಸಕ್ತ ವಿದ್ಯಾರ್ಥಿಗಳು ಆನ್ ಲೈನ್ ಮೂಲಕ ಅರ್ಜಿ ಸಲ್ಲಿಸಬಹುದು. ಅರ್ಜಿ ಸಲ್ಲಿಸಲು ಕೊನೆಯ ದಿನಾಂಕ 09–05–2025 ರೊಳಗೆ ಅರ್ಜಿ ಸಲ್ಲಿಸಬೇಕು. ಹೆಚ್ಚಿನ ಮಾಹಿತಿಗಾಗಿ ಪ್ರಾಚಾರ್ಯರ ಕಚೇರಿ ಅಥವಾ ಮೊ. 9481450478, 8088678218, 8277361857 ಹಾಗೂ ದೂ. 08375–200996 ಸಂಪರ್ಕಿಸಬಹುದೆಂದು ಪ್ರಕಟಣೆಯಲ್ಲಿ ತಿಳಿಸಿದ್ದಾರೆ. — [972, 1250, 1445, 1346]
karnataka-map-emblem — [466, 55, 606, 196]
cmyk-right-y: Y — [1475, 2204, 1488, 2217]
notice-2-byline: ಸಮಗ್ರ ಕರ್ನಾಟಕ ಸುದ್ದಿ — [1016, 744, 1098, 757]
cmyk-right-c: C — [1475, 2235, 1488, 2248]
accident-byline: ಸಮಗ್ರ ಕರ್ನಾಟಕ ಸುದ್ದಿ — [103, 2068, 185, 2081]
